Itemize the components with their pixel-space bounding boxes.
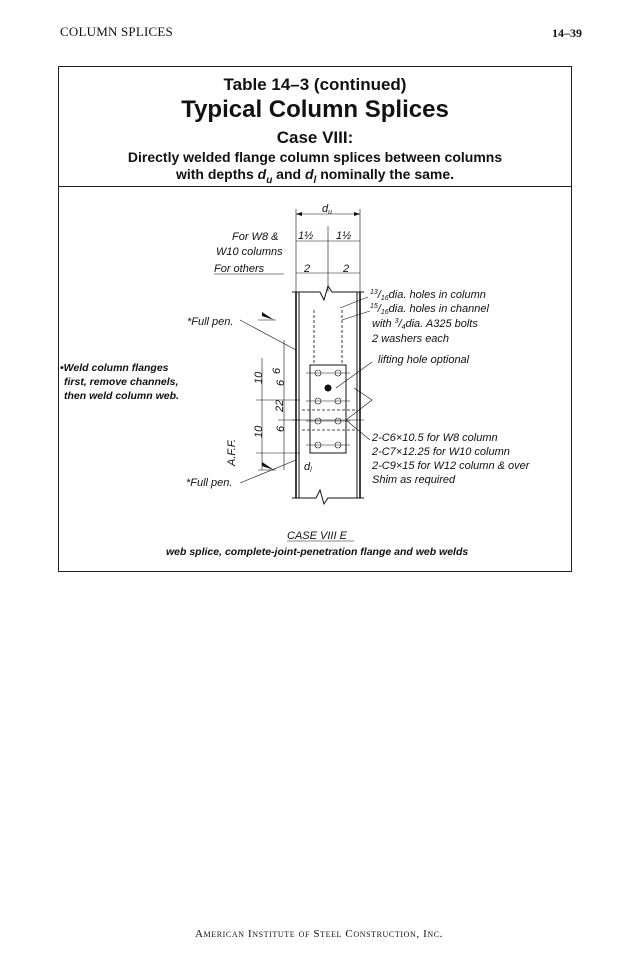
holes-line2: $^{15}$/16dia. holes in channel: [370, 303, 489, 316]
dim-one-half-b: 1½: [336, 230, 352, 242]
weld-flag-top: [262, 312, 274, 320]
bolts: [306, 370, 350, 448]
channel-spec-2: 2-C7×12.25 for W10 column: [372, 446, 510, 458]
dim-6a: 6: [275, 379, 287, 386]
channel-spec-3: 2-C9×15 for W12 column & over: [372, 460, 530, 472]
page-footer: [0, 928, 638, 940]
footer-text: American Institute of Steel Construction, Inc.: [194, 928, 443, 940]
dim-10a: 10: [253, 371, 265, 384]
for-w8-label: For W8 &: [232, 231, 279, 243]
aff-label: A.F.F.: [226, 438, 238, 466]
weld-note-2: first, remove channels,: [64, 376, 179, 388]
full-pen-top: *Full pen.: [187, 316, 234, 328]
running-head: COLUMN SPLICES: [60, 24, 173, 39]
case-caption: web splice, complete-joint-penetration flange and web welds: [166, 546, 469, 558]
full-pen-bottom: *Full pen.: [186, 477, 233, 489]
weld-flag-bottom: [262, 462, 274, 470]
dim-2a: 2: [304, 263, 311, 275]
for-w10-label: W10 columns: [216, 246, 283, 258]
channel-spec-1: 2-C6×10.5 for W8 column: [372, 432, 498, 444]
desc-d-l: d: [304, 166, 314, 182]
table-number: Table 14–3 (continued): [223, 75, 407, 94]
dim-2b: 2: [343, 263, 350, 275]
shim-label: Shim as required: [372, 474, 456, 486]
dim-one-half-a: 1½: [298, 230, 314, 242]
desc-sub-u: u: [266, 174, 273, 186]
desc-sub-l: l: [313, 174, 317, 186]
holes-line3: with $^3$/4dia. A325 bolts: [372, 318, 478, 331]
lower-column: [292, 420, 364, 504]
dim-6-top: 6: [271, 367, 283, 374]
upper-column: [292, 286, 364, 420]
holes-line4: 2 washers each: [372, 333, 450, 345]
page-number: 14–39: [552, 26, 582, 40]
lifting-hole: [325, 385, 332, 392]
right-leaders: [336, 297, 372, 440]
case-title: Case VIII:: [276, 128, 354, 147]
channel-plate: [302, 310, 356, 453]
for-others-label: For others: [214, 263, 265, 275]
weld-note-1: •Weld column flanges: [60, 362, 169, 374]
dl-label: dl: [304, 461, 312, 474]
dim-22: 22: [274, 399, 286, 412]
dim-6c: 6: [275, 425, 287, 432]
holes-line1: $^{13}$/16dia. holes in column: [370, 289, 486, 302]
case-description-line1: Directly welded flange column splices between columns: [127, 149, 503, 165]
desc-mid: and: [272, 166, 305, 182]
dim-10b: 10: [253, 425, 265, 438]
lifting-hole-label: lifting hole optional: [378, 354, 470, 366]
desc-pre: with depths: [175, 166, 258, 182]
du-label: du: [322, 203, 333, 216]
case-label: CASE VIII E: [287, 530, 347, 542]
desc-post: nominally the same.: [316, 166, 455, 182]
du-dimension: [296, 203, 360, 226]
table-title: Typical Column Splices: [181, 96, 449, 123]
weld-note-3: then weld column web.: [64, 390, 179, 402]
weld-symbols: [240, 312, 296, 483]
desc-d-u: d: [257, 166, 267, 182]
